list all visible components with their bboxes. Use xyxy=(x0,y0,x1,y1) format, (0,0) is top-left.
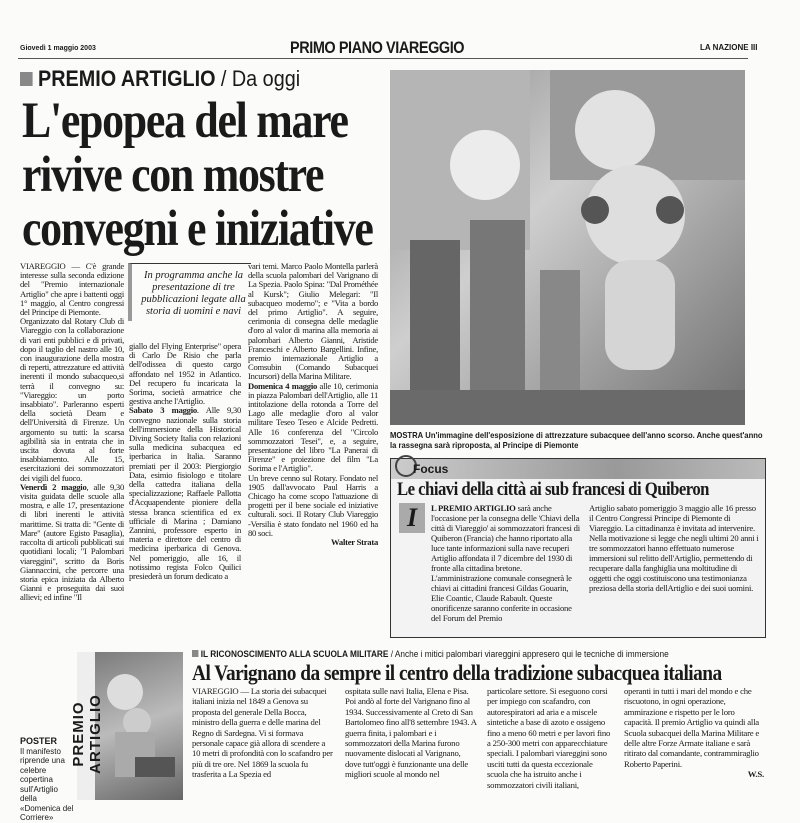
pull-quote: In programma anche la presentazione di tre pubblicazioni legate alla storia di uomini e navi xyxy=(128,263,251,321)
paragraph: vari temi. Marco Paolo Montella parlerà della scuola palombari del Varignano di La Spezia. Paolo Spina: "Dal Prométhée al Kursk"; Giulio Melegari: "Il subacqueo moderno"; e "Vita a bordo del primo Artiglio". A seguire, cerimonia di consegna delle medaglie d'oro al valor di marina alla memoria ai palombari Alberto Gianni, Aristide Franceschi e Alberto Bargellini. Infine, premio internazionale Artiglio a Comsubin (Comando Subacquei Incursori) della Marina Militare. xyxy=(248,261,378,382)
square-bullet-icon xyxy=(192,650,198,657)
paragraph xyxy=(129,406,241,581)
byline: Walter Strata xyxy=(331,537,378,548)
issue-date: Giovedì 1 maggio 2003 xyxy=(20,45,96,52)
paragraph xyxy=(20,483,124,603)
bottom-column-2: ospitata sulle navi Italia, Elena e Pisa. Poi andò al forte del Varignano fino al 1934. Successivamente al Creto di San Bartolomeo fino all'8 settembre 1943. A guerra finita, i palombari e i sommozzatori della Marina furono nuovamente dislocati al Varignano, dove tutt'oggi è funzionante una delle migliori scuole al mondo nel xyxy=(345,686,477,780)
article-column-1 xyxy=(20,262,124,603)
poster-caption-text: Il manifesto riprende una celebre copertina sull'Artiglio della «Domenica del Corriere» xyxy=(20,746,74,822)
poster-image xyxy=(70,652,183,800)
day-lead: Venerdì 2 maggio xyxy=(20,481,87,492)
bottom-headline: Al Varignano da sempre il centro della tradizione subacquea italiana xyxy=(192,660,722,685)
focus-column-2: Artiglio sabato pomeriggio 3 maggio alle 16 presso il Centro Congressi Principe di Piemonte di Viareggio. La cittadinanza è invitata ad intervenire. Nella motivazione si legge che negli ultimi 20 anni i tre sommozzatori hanno effettuato numerose immersioni sul relitto dell'Artiglio, permettendo di recuperare dalla fanghiglia una moltitudine di oggetti che oggi costituiscono una testimonianza preziosa della storia dellArtiglio e dei suoi uomini. xyxy=(589,503,759,593)
article-column-3 xyxy=(248,262,378,547)
paragraph: operanti in tutti i mari del mondo e che riscuotono, in ogni operazione, ammirazione e rispetto per le loro capacità. Il premio Artiglio va quindi alla Scuola subacquei della Marina Militare e delle altre Forze Armate italiane e sarà ritirato dal comandante, contrammiraglio Roberto Paperini. xyxy=(624,686,760,769)
focus-title: Le chiavi della città ai sub francesi di Quiberon xyxy=(397,479,709,500)
paper-name-page: LA NAZIONE III xyxy=(700,43,758,52)
bottom-kicker xyxy=(192,649,669,659)
kicker-sub: / Da oggi xyxy=(220,66,301,91)
article-column-2 xyxy=(129,342,241,581)
diving-suit-illustration xyxy=(390,70,745,425)
paragraph-text: , alle 9,30 visita guidata delle scuole alla mostra, e alle 17, presentazione di libri inerenti le attività marittime. Si tratta di: "Gente di Mare" (autore Egisto Pasaglia), raccolta di articoli pubblicati sui quotidiani locali; "I Palombari viareggini", scritto da Boris Giannaccini, che percorre una storia epica iniziata da Alberto Gianni e proseguita dai suoi allievi; ed infine "Il xyxy=(20,481,124,603)
focus-column-1 xyxy=(431,503,583,623)
drop-cap: I xyxy=(399,503,425,533)
paragraph-text: alle 10, cerimonia in piazza Palombari dell'Artiglio, alle 11 intitolazione della rotonda a Torre del Lago alle medaglie d'oro al valor militare Teseo Teseo e Alcide Pedretti. Alle 16 conferenza del "Circolo sommozzatori Tesei", e, a seguire, presentazione del libro "La Panerai di Firenze" e proiezione del film "La Sorima e l'Artiglio". xyxy=(248,380,378,474)
paragraph: VIAREGGIO — C'è grande interesse sulla seconda edizione del "Premio internazionale Artiglio" che apre i battenti oggi 1° maggio, al Centro congressi del Principe di Piemonte. xyxy=(20,261,124,318)
square-bullet-icon xyxy=(20,72,33,86)
exhibition-photo xyxy=(390,70,745,425)
poster-caption xyxy=(20,737,76,823)
bottom-column-4 xyxy=(624,686,764,780)
focus-lead: L PREMIO ARTIGLIO xyxy=(431,503,516,513)
focus-label: Focus xyxy=(413,462,449,476)
focus-box xyxy=(390,458,766,638)
paragraph: giallo del Flying Enterprise" opera di Carlo De Risio che parla dell'odissea di questo cargo affondato nel 1952 in Atlantico. Del recupero fu incaricata la Sorima, società armatrice che gestiva anche l'Artiglio. xyxy=(129,341,241,407)
kicker-label: PREMIO ARTIGLIO xyxy=(38,66,216,91)
photo-caption xyxy=(390,430,764,450)
paragraph-text: . Alle 9,30 convegno nazionale sulla storia dell'immersione della Historical Diving Society Italia con relazioni sulla medicina subacquea ed iperbarica in Italia. Saranno premiati per il 2003: Piergiorgio Data, esimio fisiologo e titolare della cattedra italiana della specializzazione; Raffaele Pallotta d'Acquapendente pioniere della stessa branca scientifica ed ex ufficiale di Marina ; Damiano Zannini, professore esperto in materia e direttore del centro di medicina iperbarica di Genova. Nel pomeriggio, alle 16, il notissimo regista Folco Quilici presiederà un forum dedicato a xyxy=(129,405,242,582)
day-lead: Sabato 3 maggio xyxy=(129,405,197,416)
diver-illustration xyxy=(95,652,183,800)
header-rule xyxy=(18,58,748,59)
caption-text: Un'immagine dell'esposizione di attrezzature subacquee dell'anno scorso. Anche quest'anno la rassegna sarà riproposta, al Principe di Piemonte xyxy=(390,430,763,450)
main-headline xyxy=(22,94,373,256)
paragraph xyxy=(248,382,378,474)
byline: W.S. xyxy=(747,769,764,780)
poster-caption-lead: POSTER xyxy=(20,736,58,746)
day-lead: Domenica 4 maggio xyxy=(248,380,318,391)
kicker-sub: / Anche i mitici palombari viareggini appresero qui le tecniche di immersione xyxy=(390,649,669,659)
paragraph: Un breve cenno sul Rotary. Fondato nel 1905 dall'avvocato Paul Harris a Chicago ha come scopo l'attuazione di progetti per il bene sociale ed iniziative culturali. soci. Il Rotary Club Viareggio -Versilia è stato fondato nel 1960 ed ha 80 soci. xyxy=(248,472,378,538)
focus-text: sarà anche l'occasione per la consegna delle 'Chiavi della città di Viareggio' ai sommozzatori francesi di Quiberon (Francia) che hanno riportato alla luce tante informazioni sulla nave recuperi Artiglio affondata il 7 dicembre del 1930 di fronte alla cittadina bretone. L'amministrazione comunale consegnerà le chiavi ai cittadini francesi Gildas Gouarin, Elie Coantic, Claude Rabault. Queste onorificenze saranno conferite in occasione del Forum del Premio xyxy=(431,503,580,623)
headline-line: L'epopea del mare xyxy=(22,93,348,149)
bottom-column-1: VIAREGGIO — La storia dei subacquei italiani inizia nel 1849 a Genova su proposta del generale Della Bocca, ministro della guerra e delle marina del Regno di Sardegna. Vi si formava personale capace già allora di scendere a 10 metri di profondità con lo scafandro per più di tre ore. Nel 1869 la scuola fu trasferita a La Spezia ed xyxy=(192,686,333,780)
bottom-column-3: particolare settore. Si eseguono corsi per impiego con scafandro, con autorespiratori ad aria e a miscele sintetiche a base di azoto e ossigeno fino a meno 60 metri e per lavori fino a 250-300 metri con apparecchiature speciali. I palombari viareggini sono usciti tutti da questa eccezionale scuola che ha istruito anche i sommozzatori civili italiani, xyxy=(487,686,611,790)
headline-line: rivive con mostre xyxy=(22,147,324,203)
poster-title: PREMIO ARTIGLIO xyxy=(70,694,104,774)
headline-line: convegni e iniziative xyxy=(22,201,373,257)
kicker-label: IL RICONOSCIMENTO ALLA SCUOLA MILITARE xyxy=(200,649,389,659)
main-kicker xyxy=(20,66,300,92)
caption-lead: MOSTRA xyxy=(390,430,424,440)
paragraph: Organizzato dal Rotary Club di Viareggio con la collaborazione di vari enti pubblici e di privati, dopo il taglio del nastro alle 10, con inaugurazione della mostra di reperti, attrezzature ed attività inerenti il mondo subacqueo,si terrà il convegno su: "Viareggio: un porto insabbiato". Parleranno esperti della società Deam e dell'Università di Firenze. Un argomento su tutti: la scarsa agibilità sia in entrata che in uscita dovuta al forte insabbiamento. Alle 15, esercitazioni dei sommozzatori dei vigili del fuoco. xyxy=(20,316,124,483)
section-title: PRIMO PIANO VIAREGGIO xyxy=(290,38,465,57)
